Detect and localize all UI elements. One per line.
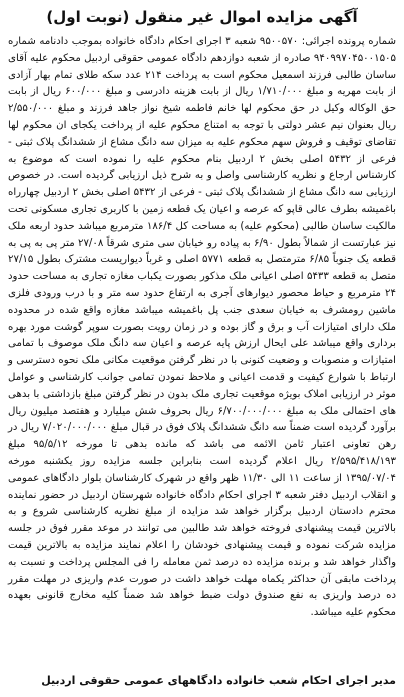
notice-signature: مدیر اجرای احکام شعب خانواده دادگاههای عمومی حقوقی اردبیل — [41, 674, 396, 687]
notice-body: شماره پرونده اجرائی: ۹۵۰۰۵۷۰ شعبه ۳ اجرای احکام دادگاه خانواده بموجب دادنامه شماره ۹۴۰۹۹۷۰۴۵۰۰۱۵۰۵ صادره از شعبه دوازدهم دادگاه عمومی حقوقی اردبیل محکوم علیه آقای ساسان طالبی فرزند اسمعیل محکوم است به پرداخت ۲۱۴ عدد سکه طلای تمام بهار آزادی از بابت مهریه و مبلغ ۱/۷۱۰/۰۰۰ ریال از بابت هزینه دادرسی و مبلغ ۶۰۰/۰۰۰ ریال از بابت حق الوکاله وکیل در حق محکوم لها خانم فاطمه شیخ نواز جاهد فرزند و مبلغ ۲/۵۵۰/۰۰۰ ریال بعنوان نیم عشر دولتی با توجه به امتناع محکوم علیه از پرداخت یکجای ان محکوم لها تقاضای توقیف و فروش سهم محکوم علیه به میزان سه دانگ مشاع از ششدانگ پلاک ثبتی - فرعی از ۵۴۳۲ اصلی بخش ۲ اردبیل بنام محکوم علیه را نموده است که موضوع به کارشناس ارجاع و نظریه کارشناسی واصل و به شرح ذیل ارزیابی گردیده است. در خصوص ارزیابی سه دانگ مشاع از ششدانگ پلاک ثبتی - فرعی از ۵۴۳۲ اصلی بخش ۲ اردبیل چهارراه باغمیشه بطرف عالی قاپو که عرصه و اعیان یک قطعه زمین با کاربری تجاری مسکونی تحت مالکیت ساسان طالبی (محکوم علیه) به مساحت کل ۱۸۶/۴ مترمربع میباشد حدود اربعه ملک نیز عبارتست از شمالاً بطول ۶/۹۰ به پیاده رو خیابان سی متری شرقاً ۲۷/۰۸ متر پی به پی به قطعه یک جنوباً ۶/۸۵ مترمتصل به قطعه ۵۷۷۱ اصلی و غرباً دیواریست مشترک بطول ۲۷/۱۵ متصل به قطعه ۵۴۳۳ اصلی اعیانی ملک مذکور بصورت یکباب مغازه تجاری به مساحت حدود ۲۴ مترمربع و حیاط محصور دیوارهای آجری به ارتفاع حدود سه متر و با درب ورودی فلزی ماشین رومشرف به خیابان سعدی جنب پل باغمیشه میباشد مغازه واقع شده در محدوده ملک دارای امتیازات آب و برق و گاز بوده و در زمان رویت بصورت سوپر گوشت مورد بهره برداری واقع میباشد علی ایحال ارزش پایه عرصه و اعیان سه دانگ ملک موصوف با تمامی امتیازات و منصوبات و وضعیت کنونی با در نظر گرفتن موقعیت مکانی ملک نحوه دسترسی و ارتباط با شوارع کیفیت و قدمت اعیانی و ملاحظ نمودن تمامی جوانب کارشناسی و عوامل موثر در ارزیابی املاک بویژه موقعیت تجاری ملک بدون در نظر گرفتن مبلغ بازداشتی با بدهی های احتمالی ملک به مبلغ ۶/۷۰۰/۰۰۰/۰۰۰ ریال بحروف شش میلیارد و هفتصد میلیون ریال برآورد گردیده است ضمناً سه دانگ ششدانگ پلاک فوق در قبال مبلغ ۷/۰۲۰/۰۰۰/۰۰۰ ریال در رهن تعاونی اعتبار ثامن الائمه می باشد که مانده بدهی تا مورخه ۹۵/۵/۱۲ مبلغ ۲/۵۹۵/۴۱۸/۱۹۳ ریال اعلام گردیده است بنابراین جلسه مزایده روز یکشنبه مورخه ۱۳۹۵/۰۷/۰۴ از ساعت ۱۱ الی ۱۱/۳۰ ظهر واقع در شهرک کارشناسان بلوار دادگاهای عمومی و انقلاب اردبیل دفتر شعبه ۳ اجرای احکام دادگاه خانواده شهرستان اردبیل در حضور نماینده محترم دادستان اردبیل برگزار خواهد شد مزایده از مبلغ نظریه کارشناسی شروع و به بالاترین قیمت پیشنهادی فروخته خواهد شد طالبین می توانند در موعد مقرر فوق در جلسه مزایده شرکت نموده و قیمت پیشنهادی خودشان را اعلام نمایند مزایده به بالاترین قیمت واگذار خواهد شد و برنده مزایده ده درصد ثمن معامله را فی المجلس پرداخت و نسبت به پرداخت مابقی آن حداکثر یکماه مهلت خواهد داشت در صورت عدم واریزی در مهلت مقرر ده درصد واریزی به نفع صندوق دولت ضبط خواهد شد ضمناً کلیه مخارج قانونی بعهده محکوم علیه میباشد. — [8, 36, 397, 619]
notice-title: آگهی مزایده اموال غیر منقول (نوبت اول) — [46, 8, 358, 26]
